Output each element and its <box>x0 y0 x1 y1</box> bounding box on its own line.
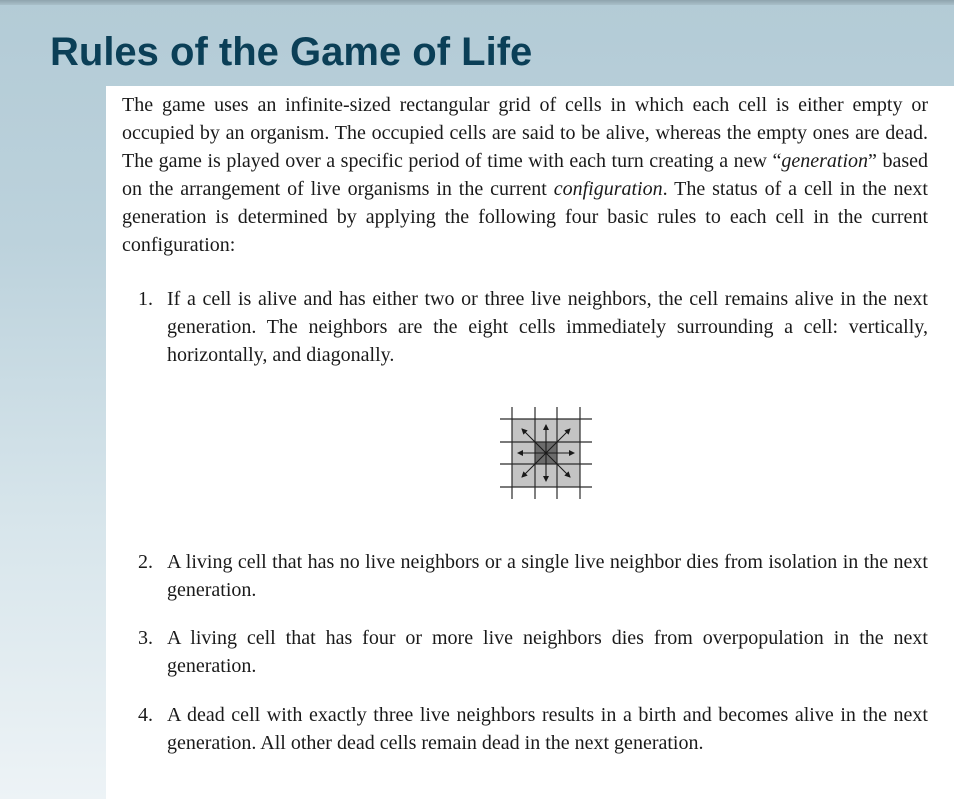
rule-text: A living cell that has no live neighbors or a single live neighbor dies from isolation in the next generation. <box>167 551 928 601</box>
rule-item-4 <box>122 701 928 757</box>
intro-text-part2: ” based on the arrangement of live organisms in the current <box>122 150 928 200</box>
configuration-term: configuration <box>553 178 663 200</box>
rule-number: 1. <box>138 288 153 310</box>
neighbor-arrows <box>518 425 574 481</box>
rule-text: If a cell is alive and has either two or three live neighbors, the cell remains alive in the next generation. The neighbors are the eight cells immediately surrounding a cell: vertically, horizontally, and diagonally. <box>167 288 928 366</box>
document-page <box>106 86 954 799</box>
rule-number: 3. <box>138 627 153 649</box>
rule-text: A dead cell with exactly three live neighbors results in a birth and becomes alive in the next generation. All other dead cells remain dead in the next generation. <box>167 704 928 754</box>
rule-text: A living cell that has four or more live neighbors dies from overpopulation in the next generation. <box>167 627 928 677</box>
slide-title: Rules of the Game of Life <box>50 30 533 74</box>
rule-number: 2. <box>138 551 153 573</box>
intro-text-part1: The game uses an infinite-sized rectangular grid of cells in which each cell is either empty or occupied by an organism. The occupied cells are said to be alive, whereas the empty ones are dead. The game is played over a specific period of time with each turn creating a new “ <box>122 94 928 172</box>
rule-item-1 <box>122 285 928 369</box>
top-strip <box>0 0 954 5</box>
rule-number: 4. <box>138 704 153 726</box>
intro-paragraph <box>122 91 928 259</box>
rule-item-3 <box>122 624 928 680</box>
rule-item-2 <box>122 548 928 604</box>
generation-term: generation <box>781 150 869 172</box>
neighbor-grid-figure <box>496 403 596 503</box>
intro-text-part3: . The status of a cell in the next generation is determined by applying the following four basic rules to each cell in the current configuration: <box>122 178 928 256</box>
